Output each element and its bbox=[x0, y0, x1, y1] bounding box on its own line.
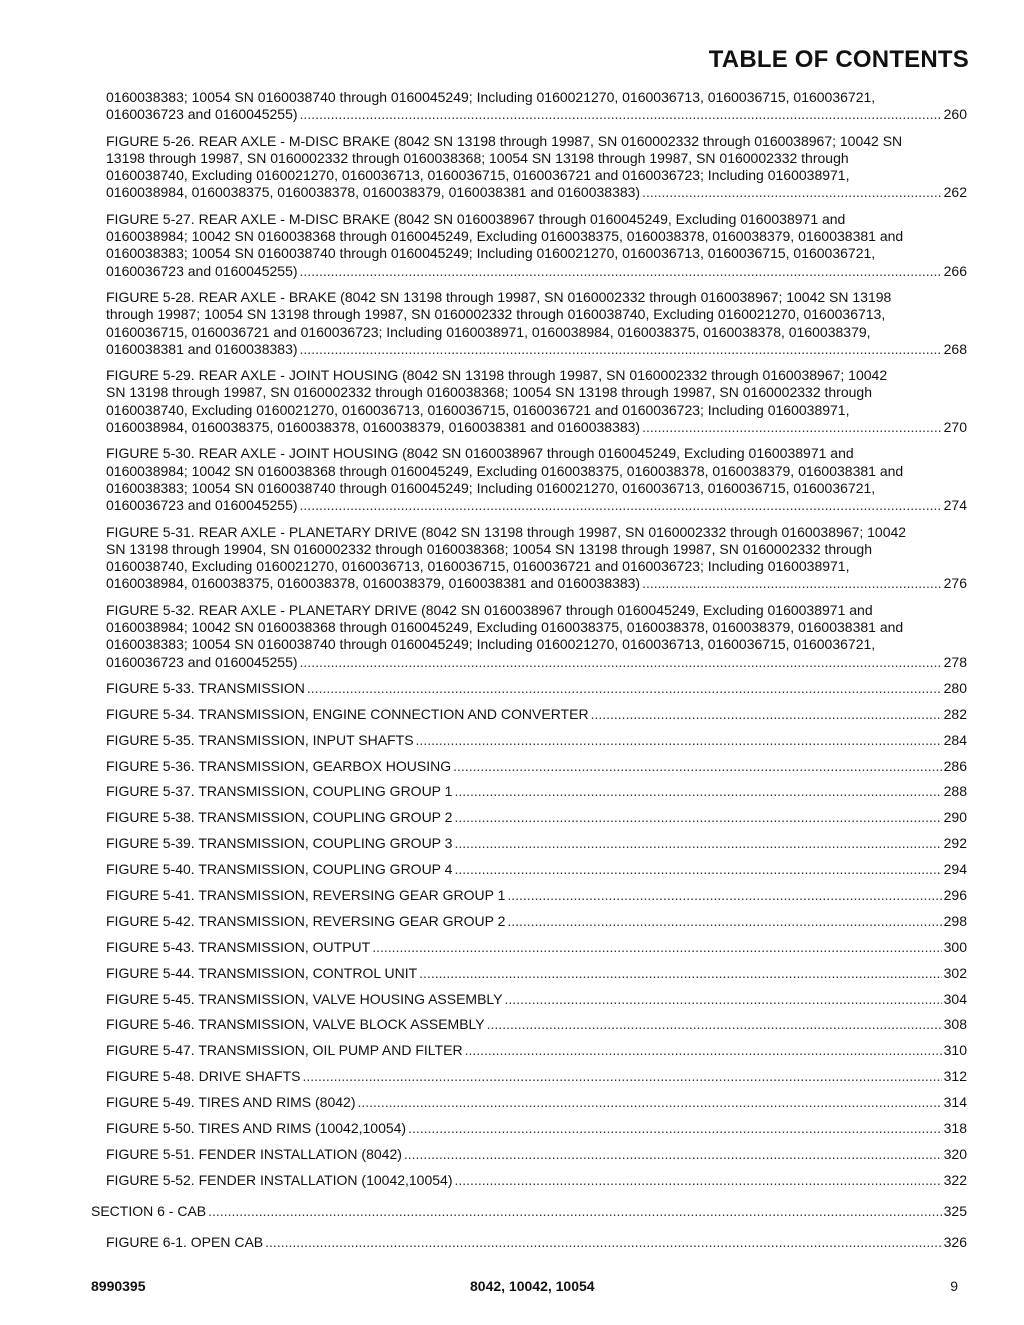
toc-entry-lastline bbox=[106, 263, 967, 280]
toc-entry-title: FIGURE 5-46. TRANSMISSION, VALVE BLOCK ASSEMBLY bbox=[106, 1016, 485, 1033]
toc-entry-lastline bbox=[106, 706, 967, 723]
toc-entry-text: FIGURE 5-31. REAR AXLE - PLANETARY DRIVE (8042 SN 13198 through 19987, SN 0160002332 through 0160038967; 10042 SN 13198 through 19904, SN 0160002332 through 0160038368; 10054 SN 13198 through 19987, SN 0160002332 through 0160038740, Excluding 0160021270, 0160036713, 0160036715, 0160036721 and 0160036723; Including 0160038971, bbox=[106, 523, 907, 575]
toc-entry-title: FIGURE 5-52. FENDER INSTALLATION (10042,10054) bbox=[106, 1171, 453, 1188]
toc-page-number[interactable]: 274 bbox=[943, 497, 967, 514]
toc-section-entry[interactable] bbox=[0, 1203, 1024, 1220]
toc-page-number[interactable]: 266 bbox=[943, 262, 967, 279]
toc-entry-title: FIGURE 5-38. TRANSMISSION, COUPLING GROUP 2 bbox=[106, 809, 453, 826]
toc-page-number[interactable]: 280 bbox=[943, 679, 967, 696]
toc-entry-text: FIGURE 5-30. REAR AXLE - JOINT HOUSING (8042 SN 0160038967 through 0160045249, Excluding 0160038971 and 0160038984; 10042 SN 0160038368 through 0160045249, Excluding 0160038375, 0160038378, 0160038379, 0160038381 and 0160038383; 10054 SN 0160038740 through 0160045249; Including 0160021270, 0160036713, 0160036715, 0160036721, bbox=[106, 445, 904, 496]
toc-entry-lastline bbox=[106, 732, 967, 749]
dot-leader bbox=[265, 1234, 941, 1251]
toc-figure-entry[interactable] bbox=[0, 1094, 1024, 1111]
toc-entry-lastline bbox=[106, 939, 967, 956]
toc-entry-title: FIGURE 5-43. TRANSMISSION, OUTPUT bbox=[106, 938, 371, 955]
footer-doc-number: 8990395 bbox=[91, 1278, 146, 1294]
toc-entry-title: FIGURE 5-47. TRANSMISSION, OIL PUMP AND FILTER bbox=[106, 1042, 463, 1059]
toc-figure-entry[interactable] bbox=[0, 887, 1024, 904]
toc-figure-entry[interactable] bbox=[0, 445, 1024, 514]
toc-page-number[interactable]: 294 bbox=[943, 861, 967, 878]
page-title: TABLE OF CONTENTS bbox=[708, 46, 969, 73]
footer-page-number: 9 bbox=[950, 1278, 958, 1294]
toc-entry-title: FIGURE 5-42. TRANSMISSION, REVERSING GEAR GROUP 2 bbox=[106, 912, 506, 929]
toc-entry-lastline bbox=[106, 783, 967, 800]
dot-leader bbox=[208, 1203, 942, 1220]
toc-entry-lastline bbox=[106, 680, 967, 697]
toc-entry-lastline bbox=[106, 654, 967, 671]
toc-page-number[interactable]: 314 bbox=[943, 1094, 967, 1111]
toc-entry-lastline bbox=[106, 1016, 967, 1033]
toc-figure-entry[interactable] bbox=[0, 758, 1024, 775]
dot-leader bbox=[454, 861, 941, 878]
toc-entry-lastline bbox=[106, 1042, 967, 1059]
toc-entry-text: FIGURE 5-29. REAR AXLE - JOINT HOUSING (8042 SN 13198 through 19987, SN 0160002332 through 0160038967; 10042 SN 13198 through 19987, SN 0160002332 through 0160038368; 10054 SN 13198 through 19987, SN 0160002332 through 0160038740, Excluding 0160021270, 0160036713, 0160036715, 0160036721 and 0160036723; Including 0160038971, bbox=[106, 367, 888, 418]
dot-leader bbox=[300, 497, 942, 514]
toc-entry-title: 0160038984, 0160038375, 0160038378, 0160038379, 0160038381 and 0160038383) bbox=[106, 419, 641, 436]
dot-leader bbox=[372, 939, 941, 956]
toc-entry-text: FIGURE 5-28. REAR AXLE - BRAKE (8042 SN 13198 through 19987, SN 0160002332 through 0160038967; 10042 SN 13198 through 19987; 10054 SN 13198 through 19987, SN 0160002332 through 0160038740, Excluding 0160021270, 0160036713, 0160036715, 0160036721 and 0160036723; Including 0160038971, 0160038984, 0160038375, 0160038378, 0160038379, bbox=[106, 288, 892, 340]
toc-entry-lastline bbox=[106, 861, 967, 878]
dot-leader bbox=[453, 758, 942, 775]
toc-entry-lastline bbox=[106, 758, 967, 775]
toc-entry-title: 0160036723 and 0160045255) bbox=[106, 653, 298, 670]
dot-leader bbox=[454, 783, 941, 800]
toc-figure-entry[interactable] bbox=[0, 1120, 1024, 1137]
toc-entry-text: FIGURE 5-32. REAR AXLE - PLANETARY DRIVE (8042 SN 0160038967 through 0160045249, Excluding 0160038971 and 0160038984; 10042 SN 0160038368 through 0160045249, Excluding 0160038375, 0160038378, 0160038379, 0160038381 and 0160038383; 10054 SN 0160038740 through 0160045249; Including 0160021270, 0160036713, 0160036715, 0160036721, bbox=[106, 601, 904, 653]
toc-page-number[interactable]: 268 bbox=[943, 340, 967, 357]
toc-page-number[interactable]: 298 bbox=[943, 912, 967, 929]
toc-entry-title: FIGURE 5-49. TIRES AND RIMS (8042) bbox=[106, 1094, 356, 1111]
toc-entry-title: FIGURE 5-34. TRANSMISSION, ENGINE CONNECTION AND CONVERTER bbox=[106, 705, 589, 722]
toc-entry-lastline bbox=[106, 1172, 967, 1189]
toc-entry-lastline bbox=[106, 965, 967, 982]
dot-leader bbox=[642, 184, 942, 201]
toc-page-number[interactable]: 278 bbox=[943, 653, 967, 670]
toc-page-number[interactable]: 292 bbox=[943, 835, 967, 852]
toc-entry-lastline bbox=[106, 991, 967, 1008]
toc-figure-entry[interactable] bbox=[0, 1042, 1024, 1059]
dot-leader bbox=[507, 913, 941, 930]
toc-entry-title: FIGURE 5-36. TRANSMISSION, GEARBOX HOUSING bbox=[106, 757, 452, 774]
toc-figure-entry[interactable] bbox=[0, 732, 1024, 749]
toc-figure-entry[interactable] bbox=[0, 1172, 1024, 1189]
toc-figure-entry[interactable] bbox=[0, 861, 1024, 878]
toc-entry-lastline bbox=[106, 184, 967, 201]
footer-models: 8042, 10042, 10054 bbox=[470, 1278, 595, 1294]
toc-figure-entry[interactable] bbox=[0, 89, 1024, 124]
toc-entry-text: FIGURE 5-26. REAR AXLE - M-DISC BRAKE (8042 SN 13198 through 19987, SN 0160002332 through 0160038967; 10042 SN 13198 through 19987, SN 0160002332 through 0160038368; 10054 SN 13198 through 19987, SN 0160002332 through 0160038740, Excluding 0160021270, 0160036713, 0160036715, 0160036721 and 0160036723; Including 0160038971, bbox=[106, 132, 903, 184]
toc-entry-lastline bbox=[106, 1234, 967, 1251]
dot-leader bbox=[465, 1042, 942, 1059]
toc-figure-entry[interactable] bbox=[0, 1146, 1024, 1163]
toc-figure-entry[interactable] bbox=[0, 1234, 1024, 1251]
toc-page-number[interactable]: 288 bbox=[943, 783, 967, 800]
toc-entry-title: 0160038984, 0160038375, 0160038378, 0160038379, 0160038381 and 0160038383) bbox=[106, 575, 641, 592]
toc-page-number[interactable]: 318 bbox=[943, 1120, 967, 1137]
toc-entry-lastline bbox=[106, 575, 967, 592]
toc-page-number[interactable]: 290 bbox=[943, 809, 967, 826]
toc-entry-title: FIGURE 5-35. TRANSMISSION, INPUT SHAFTS bbox=[106, 731, 414, 748]
dot-leader bbox=[505, 991, 942, 1008]
dot-leader bbox=[307, 680, 942, 697]
dot-leader bbox=[455, 1172, 942, 1189]
toc-page-number[interactable]: 308 bbox=[943, 1016, 967, 1033]
toc-figure-entry[interactable] bbox=[0, 913, 1024, 930]
toc-figure-entry[interactable] bbox=[0, 602, 1024, 671]
toc-entry-lastline bbox=[106, 887, 967, 904]
toc-figure-entry[interactable] bbox=[0, 211, 1024, 280]
toc-page-number[interactable]: 300 bbox=[943, 938, 967, 955]
toc-entry-text: FIGURE 5-27. REAR AXLE - M-DISC BRAKE (8042 SN 0160038967 through 0160045249, Excluding 0160038971 and 0160038984; 10042 SN 0160038368 through 0160045249, Excluding 0160038375, 0160038378, 0160038379, 0160038381 and 0160038383; 10054 SN 0160038740 through 0160045249; Including 0160021270, 0160036713, 0160036715, 0160036721, bbox=[106, 210, 904, 262]
toc-page-number[interactable]: 262 bbox=[943, 184, 967, 201]
toc-page-number[interactable]: 302 bbox=[943, 964, 967, 981]
toc-page-number[interactable]: 296 bbox=[943, 887, 967, 904]
dot-leader bbox=[300, 654, 942, 671]
toc-entry-title: FIGURE 5-41. TRANSMISSION, REVERSING GEAR GROUP 1 bbox=[106, 887, 506, 904]
toc-entry-title: FIGURE 5-51. FENDER INSTALLATION (8042) bbox=[106, 1145, 402, 1162]
toc-entry-lastline bbox=[106, 341, 967, 358]
toc-entry-title: FIGURE 5-45. TRANSMISSION, VALVE HOUSING ASSEMBLY bbox=[106, 990, 503, 1007]
toc-entry-title: FIGURE 5-50. TIRES AND RIMS (10042,10054) bbox=[106, 1120, 407, 1137]
toc-page-number[interactable]: 284 bbox=[943, 731, 967, 748]
toc-page-number[interactable]: 260 bbox=[943, 106, 967, 123]
toc-page-number[interactable]: 312 bbox=[943, 1068, 967, 1085]
toc-page-number[interactable]: 270 bbox=[943, 419, 967, 436]
toc-entry-lastline bbox=[106, 106, 967, 123]
dot-leader bbox=[487, 1016, 942, 1033]
toc-entry-title: 0160038381 and 0160038383) bbox=[106, 340, 298, 357]
toc-entry-lastline bbox=[91, 1203, 967, 1220]
toc-entry-lastline bbox=[106, 913, 967, 930]
toc-figure-entry[interactable] bbox=[0, 1068, 1024, 1085]
toc-entry-lastline bbox=[106, 1146, 967, 1163]
toc-entry-lastline bbox=[106, 809, 967, 826]
toc-figure-entry[interactable] bbox=[0, 706, 1024, 723]
toc-entry-title: 0160036723 and 0160045255) bbox=[106, 497, 298, 514]
toc-figure-entry[interactable] bbox=[0, 965, 1024, 982]
toc-entry-lastline bbox=[106, 835, 967, 852]
toc-entry-text: 0160038383; 10054 SN 0160038740 through 0160045249; Including 0160021270, 0160036713, 0160036715, 0160036721, bbox=[106, 89, 876, 105]
toc-page-number[interactable]: 286 bbox=[943, 757, 967, 774]
dot-leader bbox=[300, 263, 942, 280]
toc-entry-lastline bbox=[106, 419, 967, 436]
toc-page-number[interactable]: 304 bbox=[943, 990, 967, 1007]
dot-leader bbox=[408, 1120, 942, 1137]
toc-entry-lastline bbox=[106, 497, 967, 514]
toc-figure-entry[interactable] bbox=[0, 680, 1024, 697]
toc-page-number[interactable]: 326 bbox=[943, 1234, 967, 1251]
dot-leader bbox=[300, 106, 942, 123]
toc-figure-entry[interactable] bbox=[0, 289, 1024, 358]
toc-figure-entry[interactable] bbox=[0, 1016, 1024, 1033]
toc-figure-entry[interactable] bbox=[0, 835, 1024, 852]
toc-entry-title: FIGURE 5-33. TRANSMISSION bbox=[106, 679, 305, 696]
toc-page-number[interactable]: 325 bbox=[943, 1203, 967, 1220]
toc-page-number[interactable]: 282 bbox=[943, 705, 967, 722]
toc-figure-entry[interactable] bbox=[0, 783, 1024, 800]
toc-entry-title: FIGURE 5-48. DRIVE SHAFTS bbox=[106, 1068, 301, 1085]
toc-page-number[interactable]: 310 bbox=[943, 1042, 967, 1059]
toc-figure-entry[interactable] bbox=[0, 367, 1024, 436]
toc-entry-title: FIGURE 6-1. OPEN CAB bbox=[106, 1234, 264, 1251]
toc-entry-lastline bbox=[106, 1068, 967, 1085]
dot-leader bbox=[419, 965, 941, 982]
toc-figure-entry[interactable] bbox=[0, 809, 1024, 826]
toc-entry-title: FIGURE 5-44. TRANSMISSION, CONTROL UNIT bbox=[106, 964, 418, 981]
toc-entry-title: FIGURE 5-39. TRANSMISSION, COUPLING GROUP 3 bbox=[106, 835, 453, 852]
toc-entry-title: SECTION 6 - CAB bbox=[91, 1203, 207, 1220]
dot-leader bbox=[454, 835, 941, 852]
dot-leader bbox=[357, 1094, 941, 1111]
dot-leader bbox=[416, 732, 942, 749]
dot-leader bbox=[454, 809, 941, 826]
toc-entry-title: 0160036723 and 0160045255) bbox=[106, 106, 298, 123]
dot-leader bbox=[302, 1068, 941, 1085]
toc-figure-entry[interactable] bbox=[0, 133, 1024, 202]
dot-leader bbox=[642, 419, 942, 436]
dot-leader bbox=[300, 341, 942, 358]
dot-leader bbox=[404, 1146, 942, 1163]
toc-figure-entry[interactable] bbox=[0, 991, 1024, 1008]
toc-page-number[interactable]: 276 bbox=[943, 575, 967, 592]
toc-entry-lastline bbox=[106, 1120, 967, 1137]
toc-entry-title: FIGURE 5-37. TRANSMISSION, COUPLING GROUP 1 bbox=[106, 783, 453, 800]
dot-leader bbox=[642, 575, 942, 592]
toc-entry-lastline bbox=[106, 1094, 967, 1111]
toc-entry-title: 0160038984, 0160038375, 0160038378, 0160038379, 0160038381 and 0160038383) bbox=[106, 184, 641, 201]
toc-list bbox=[0, 89, 1024, 1252]
dot-leader bbox=[507, 887, 941, 904]
toc-page-number[interactable]: 322 bbox=[943, 1171, 967, 1188]
toc-figure-entry[interactable] bbox=[0, 939, 1024, 956]
toc-entry-title: 0160036723 and 0160045255) bbox=[106, 262, 298, 279]
dot-leader bbox=[591, 706, 942, 723]
toc-figure-entry[interactable] bbox=[0, 524, 1024, 593]
toc-page-number[interactable]: 320 bbox=[943, 1145, 967, 1162]
toc-entry-title: FIGURE 5-40. TRANSMISSION, COUPLING GROUP 4 bbox=[106, 861, 453, 878]
